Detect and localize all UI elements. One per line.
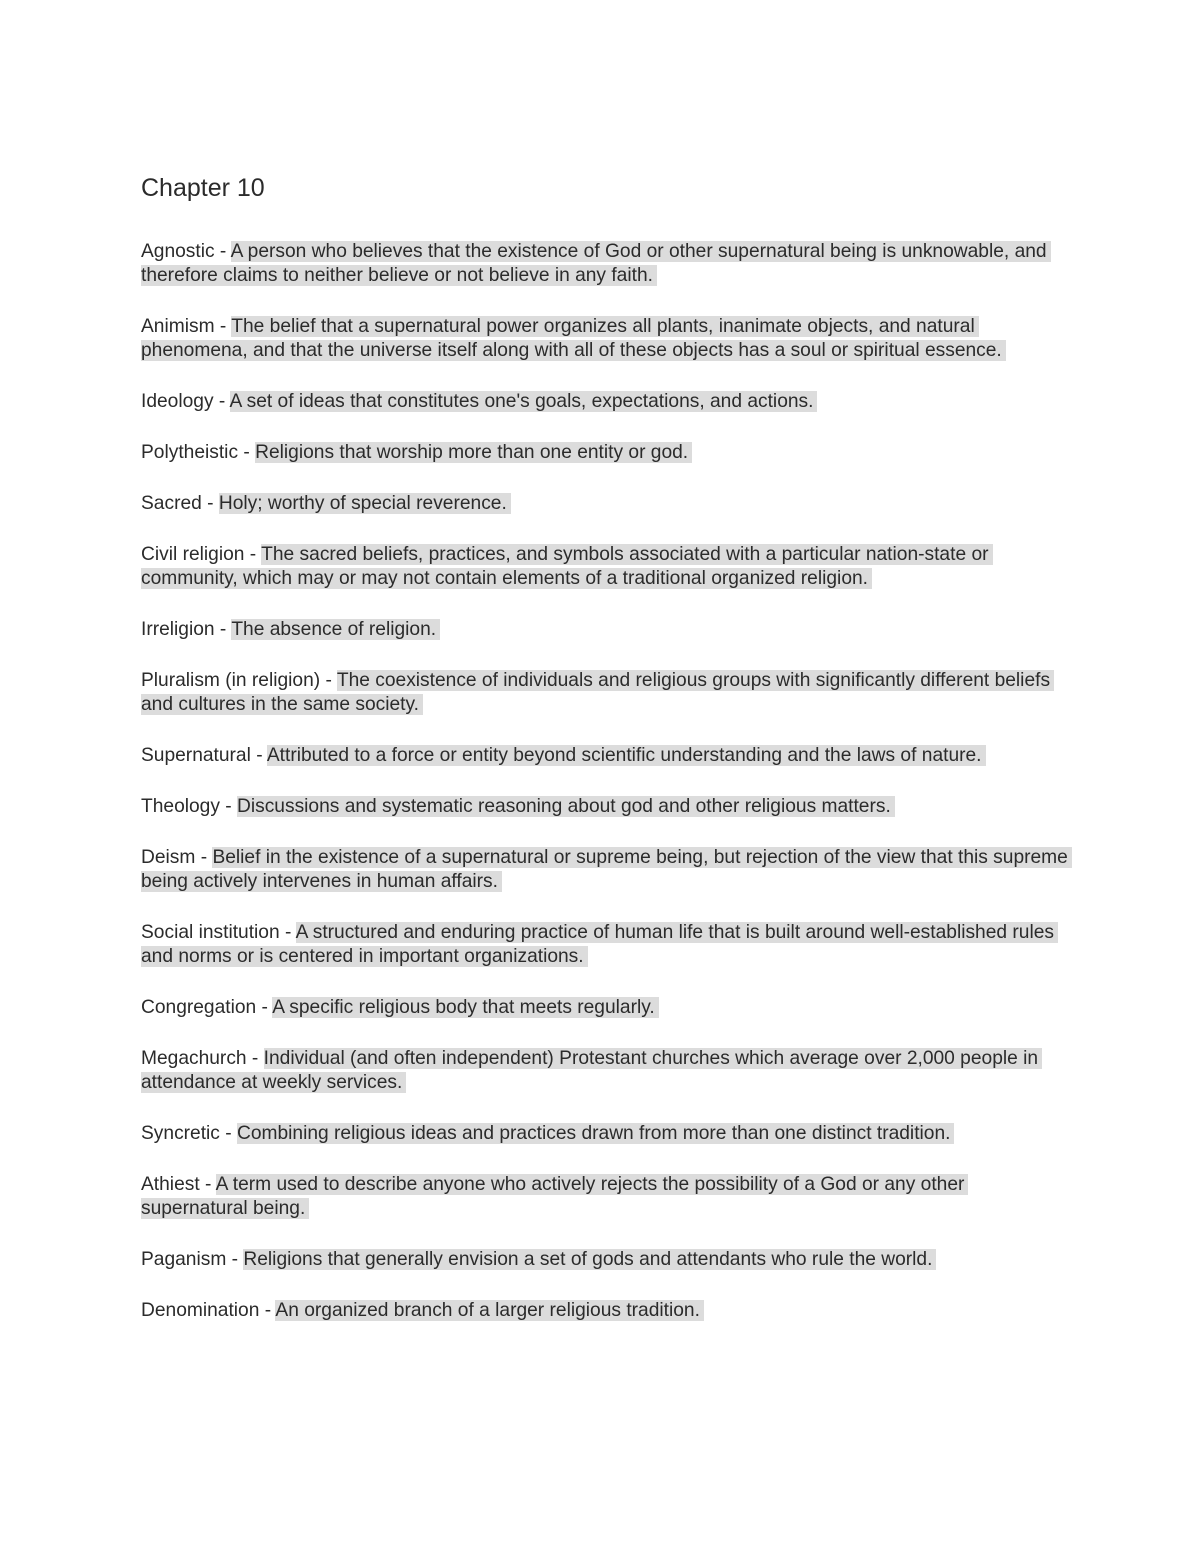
entry-term: Denomination <box>141 1300 260 1321</box>
entry-definition: Combining religious ideas and practices drawn from more than one distinct tradition. <box>237 1123 955 1144</box>
glossary-entry <box>141 315 1071 363</box>
entry-separator: - <box>214 316 232 337</box>
glossary-entry <box>141 846 1071 894</box>
entry-term: Agnostic <box>141 241 215 262</box>
chapter-title: Chapter 10 <box>141 174 265 202</box>
entry-term: Megachurch <box>141 1048 247 1069</box>
glossary-entry <box>141 492 1071 516</box>
entry-term: Polytheistic <box>141 442 239 463</box>
entry-definition: Discussions and systematic reasoning about god and other religious matters. <box>237 796 895 817</box>
entry-separator: - <box>250 745 267 766</box>
entry-term: Civil religion <box>141 544 245 565</box>
entry-definition: Belief in the existence of a supernatural or supreme being, but rejection of the view that this supreme being actively intervenes in human affairs. <box>141 847 1072 892</box>
entry-definition: Religions that worship more than one entity or god. <box>255 442 692 463</box>
entry-definition: The sacred beliefs, practices, and symbols associated with a particular nation-state or community, which may or may not contain elements of a traditional organized religion. <box>141 544 993 589</box>
glossary-entry <box>141 1248 1071 1272</box>
document-page <box>141 172 1071 1350</box>
entry-definition: The absence of religion. <box>231 619 440 640</box>
entry-definition: A structured and enduring practice of human life that is built around well-established rules and norms or is centered in important organizations. <box>141 922 1058 967</box>
glossary-entry <box>141 1122 1071 1146</box>
glossary-entry <box>141 744 1071 768</box>
entry-definition: A specific religious body that meets regularly. <box>272 997 659 1018</box>
entry-definition: Attributed to a force or entity beyond scientific understanding and the laws of nature. <box>267 745 986 766</box>
entry-term: Supernatural <box>141 745 251 766</box>
entry-term: Deism <box>141 847 196 868</box>
entry-term: Congregation <box>141 997 257 1018</box>
entry-definition: A set of ideas that constitutes one's goals, expectations, and actions. <box>230 391 818 412</box>
entry-separator: - <box>214 619 232 640</box>
entry-separator: - <box>214 241 231 262</box>
entry-definition: A term used to describe anyone who actively rejects the possibility of a God or any other supernatural being. <box>141 1174 968 1219</box>
entry-term: Sacred <box>141 493 202 514</box>
entry-definition: Individual (and often independent) Protestant churches which average over 2,000 people in attendance at weekly services. <box>141 1048 1042 1093</box>
entry-definition: An organized branch of a larger religious tradition. <box>275 1300 704 1321</box>
entry-separator: - <box>213 391 230 412</box>
glossary-entry <box>141 669 1071 717</box>
entry-separator: - <box>256 997 273 1018</box>
entry-term: Syncretic <box>141 1123 220 1144</box>
entry-term: Athiest <box>141 1174 200 1195</box>
glossary-entry <box>141 1299 1071 1323</box>
entry-term: Pluralism (in religion) <box>141 670 321 691</box>
entry-separator: - <box>201 493 219 514</box>
glossary-entry <box>141 795 1071 819</box>
entry-separator: - <box>195 847 213 868</box>
entry-definition: Religions that generally envision a set of gods and attendants who rule the world. <box>243 1249 936 1270</box>
entry-separator: - <box>238 442 256 463</box>
entry-definition: The belief that a supernatural power organizes all plants, inanimate objects, and natural phenomena, and that the universe itself along with all of these objects has a soul or spiritual essence. <box>141 316 1006 361</box>
entry-separator: - <box>320 670 337 691</box>
glossary-entry <box>141 996 1071 1020</box>
glossary-entry <box>141 390 1071 414</box>
entry-separator: - <box>259 1300 276 1321</box>
entry-separator: - <box>279 922 296 943</box>
entry-term: Irreligion <box>141 619 215 640</box>
entry-term: Theology <box>141 796 220 817</box>
entry-separator: - <box>219 796 237 817</box>
entry-separator: - <box>246 1048 264 1069</box>
entry-separator: - <box>226 1249 244 1270</box>
entry-term: Social institution <box>141 922 280 943</box>
glossary-entry <box>141 618 1071 642</box>
entry-definition: A person who believes that the existence of God or other supernatural being is unknowable, and therefore claims to neither believe or not believe in any faith. <box>141 241 1051 286</box>
glossary-entry <box>141 921 1071 969</box>
glossary-entry <box>141 1173 1071 1221</box>
glossary-entry <box>141 240 1071 288</box>
entry-definition: The coexistence of individuals and religious groups with significantly different beliefs and cultures in the same society. <box>141 670 1054 715</box>
glossary-entry <box>141 1047 1071 1095</box>
glossary-entry <box>141 441 1071 465</box>
entry-term: Paganism <box>141 1249 227 1270</box>
entry-term: Animism <box>141 316 215 337</box>
entry-definition: Holy; worthy of special reverence. <box>219 493 511 514</box>
entry-separator: - <box>219 1123 237 1144</box>
entry-term: Ideology <box>141 391 214 412</box>
entry-separator: - <box>244 544 262 565</box>
entry-separator: - <box>199 1174 216 1195</box>
glossary-entry <box>141 543 1071 591</box>
